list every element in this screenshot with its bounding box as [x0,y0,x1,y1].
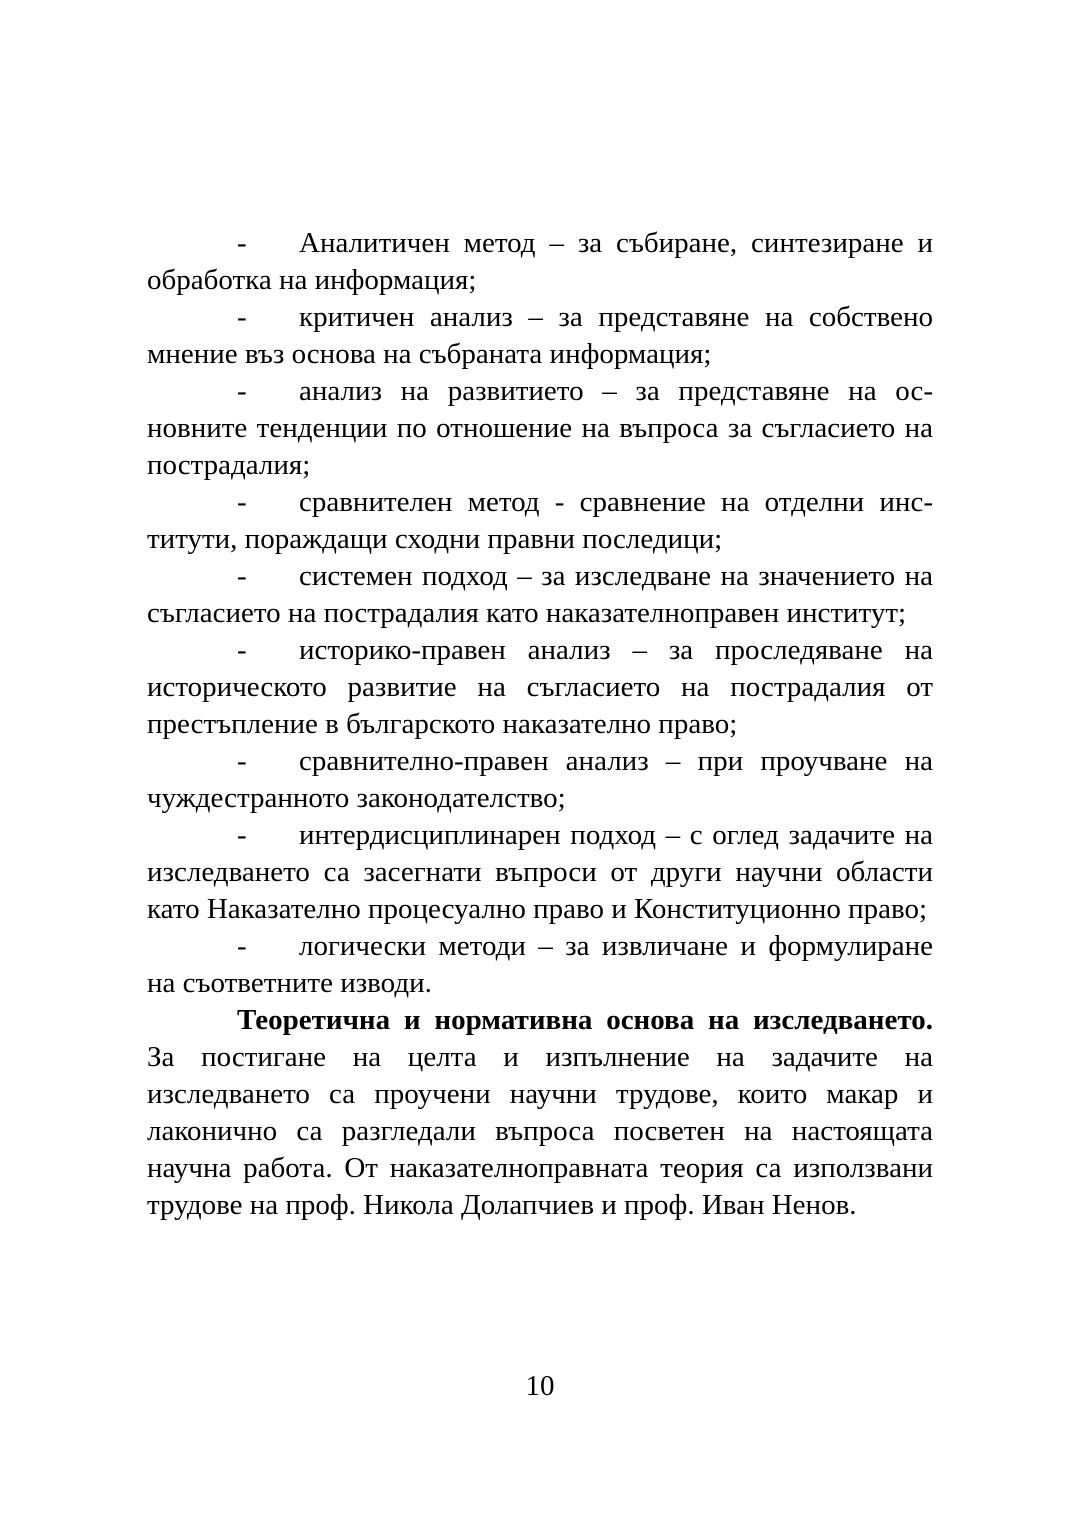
method-text: системен подход – за изследване на значението на съгласието на пострадалия като наказателноправен институт; [147,560,933,629]
bullet-dash: - [237,930,247,962]
bullet-dash: - [237,634,247,666]
page-number: 10 [525,1370,555,1402]
method-item-development-analysis [147,373,933,484]
document-body [147,225,933,1224]
method-text: критичен анализ – за представяне на собствено мнение въз основа на събраната информация; [147,301,933,370]
method-text: логически методи – за извличане и формулиране на съответните изводи. [147,930,933,999]
method-text: сравнителен метод - сравнение на отделни институти, пораждащи сходни правни последици; [147,486,933,555]
method-item-critical-analysis [147,299,933,373]
bullet-dash: - [237,301,247,333]
method-text: интердисциплинарен подход – с оглед задачите на изследването са засегнати въпроси от други научни области като Наказателно процесуално право и Конституционно право; [147,819,933,925]
method-item-historical-legal [147,632,933,743]
method-item-logical [147,928,933,1002]
bullet-dash: - [237,227,247,259]
method-item-interdisciplinary [147,817,933,928]
method-text: сравнително-правен анализ – при проучване на чуждестранното законодателство; [147,745,933,814]
bullet-dash: - [237,745,247,777]
method-text: Аналитичен метод – за събиране, синтезиране и обработка на информация; [147,227,933,296]
method-item-analytical [147,225,933,299]
bullet-dash: - [237,375,247,407]
method-item-systemic [147,558,933,632]
basis-heading: Теоретична и нормативна основа на изследването. [237,1004,933,1036]
bullet-dash: - [237,819,247,851]
basis-body: За постигане на целта и изпълнение на задачите на изследването са проучени научни трудове, които макар и лаконично са разгледали въпроса посветен на настоящата научна работа. От наказателноправната теория са използвани трудове на проф. Никола Долапчиев и проф. Иван Ненов. [147,1041,933,1221]
basis-paragraph [147,1002,933,1224]
bullet-dash: - [237,486,247,518]
method-text: анализ на развитието – за представяне на основните тенденции по отношение на въпроса за съгласието на пострадалия; [147,375,933,481]
method-text: историко-правен анализ – за проследяване на историческото развитие на съгласието на пострадалия от престъпление в българското наказателно право; [147,634,933,740]
method-item-comparative-legal [147,743,933,817]
method-item-comparative [147,484,933,558]
bullet-dash: - [237,560,247,592]
